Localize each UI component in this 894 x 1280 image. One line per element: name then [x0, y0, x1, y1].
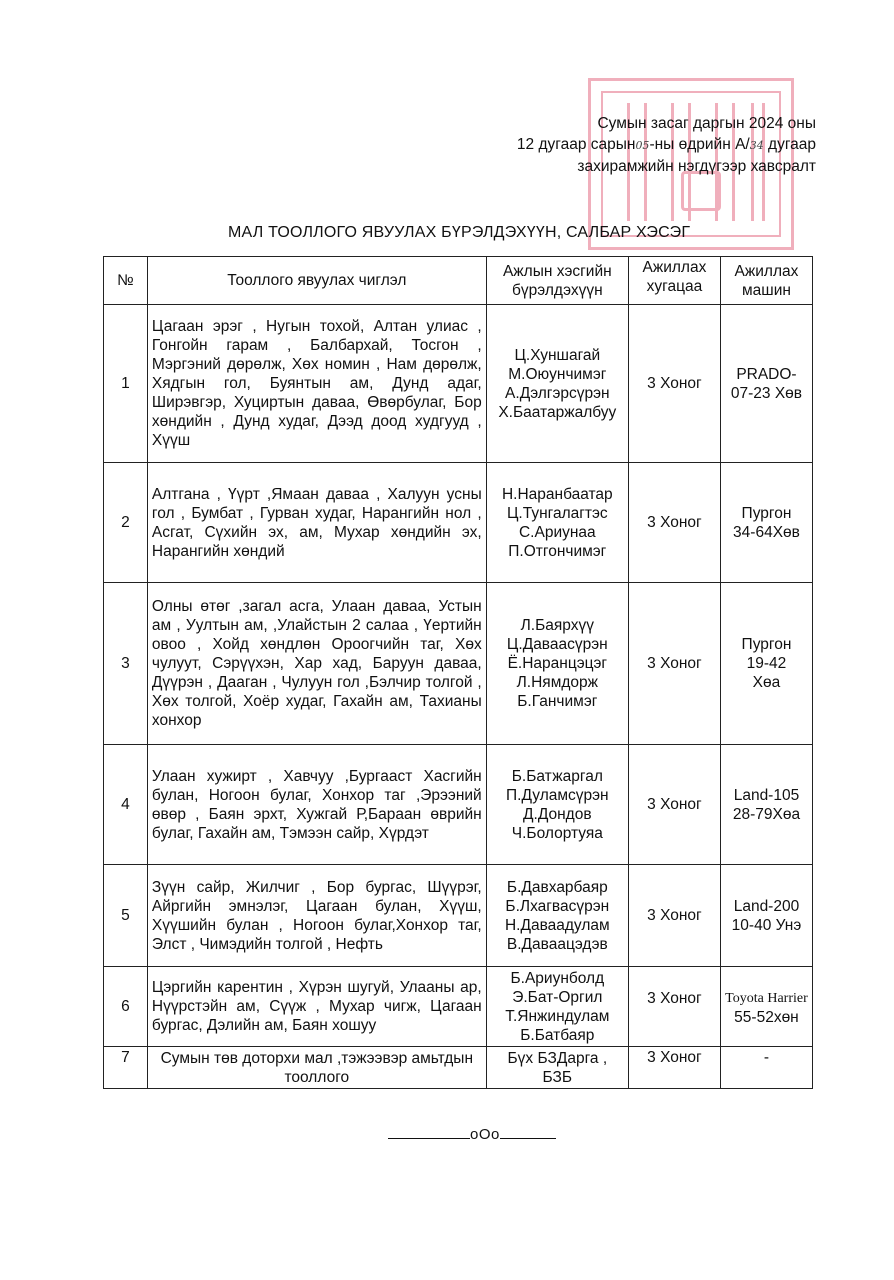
- table-header-row: [104, 257, 813, 305]
- row-number: 7: [104, 1047, 148, 1089]
- row-staff: Ц.Хуншагай М.Оюунчимэг А.Дэлгэрсүрэн Х.Баатаржалбуу: [486, 305, 628, 463]
- row-number: 3: [104, 583, 148, 745]
- row-duration: 3 Хоног: [628, 583, 720, 745]
- row-vehicle: Land-105 28-79Хөа: [720, 745, 812, 865]
- row-vehicle: -: [720, 1047, 812, 1089]
- table-row: [104, 967, 813, 1047]
- row-number: 4: [104, 745, 148, 865]
- row-direction: Олны өтөг ,загал асга, Улаан даваа, Устын ам , Уултын ам, ,Улайстын 2 салаа , Үертийн овоо , Хойд хөндлөн Ороогчийн таг, Хөх чулуут, Сэрүүхэн, Хар хад, Баруун даваа, Дүүрэн , Дааган , Чулуун гол ,Бэлчир толгой , Хөх толгой, Хоёр худаг, Гахайн ам, Тахианы хонхор: [147, 583, 486, 745]
- row-vehicle: Пургон 19-42 Хөа: [720, 583, 812, 745]
- header-number: №: [104, 257, 148, 305]
- row-duration: 3 Хоног: [628, 1047, 720, 1089]
- row-duration: 3 Хоног: [628, 967, 720, 1047]
- table-row: [104, 745, 813, 865]
- row-duration: 3 Хоног: [628, 745, 720, 865]
- row-vehicle: PRADO- 07-23 Хөв: [720, 305, 812, 463]
- row-direction: Цагаан эрэг , Нугын тохой, Алтан улиас , Гонгойн гарам , Балбархай, Тосгон , Мэргэний дөрөлж, Хөх номин , Нам дөрөлж, Хядгын гол, Буянтын ам, Дунд адаг, Ширэвгэр, Хуциртын даваа, Өвөрбулаг, Бор хөндийн , Дунд худаг, Дээд доод худгууд , Хүүш: [147, 305, 486, 463]
- end-of-document-mark: oOo: [388, 1124, 556, 1143]
- header-vehicle: Ажиллах машин: [720, 257, 812, 305]
- row-staff: Б.Давхарбаяр Б.Лхагвасүрэн Н.Даваадулам В.Даваацэдэв: [486, 865, 628, 967]
- row-duration: 3 Хоног: [628, 463, 720, 583]
- census-team-table: [103, 256, 813, 1089]
- header-line-3: захирамжийн нэгдүгээр хавсралт: [577, 158, 816, 175]
- row-vehicle: Пургон 34-64Хөв: [720, 463, 812, 583]
- row-direction: Алтгана , Үүрт ,Ямаан даваа , Халуун усны гол , Бумбат , Гурван худаг, Нарангийн нол , Асгат, Сүхийн эх, ам, Мухар хөндийн эх, Нарангийн хөндий: [147, 463, 486, 583]
- table-row: [104, 1047, 813, 1089]
- row-staff: Л.Баярхүү Ц.Даваасүрэн Ё.Наранцэцэг Л.Нямдорж Б.Ганчимэг: [486, 583, 628, 745]
- row-direction: Сумын төв доторхи мал ,тэжээвэр амьтдын тооллого: [147, 1047, 486, 1089]
- row-duration: 3 Хоног: [628, 865, 720, 967]
- header-line-1: Сумын засаг даргын 2024 оны: [597, 115, 816, 132]
- row-staff: Н.Наранбаатар Ц.Тунгалагтэс С.Ариунаа П.Отгончимэг: [486, 463, 628, 583]
- header-staff: Ажлын хэсгийн бүрэлдэхүүн: [486, 257, 628, 305]
- row-duration: 3 Хоног: [628, 305, 720, 463]
- header-duration: Ажиллах хугацаа: [628, 257, 720, 305]
- row-direction: Зүүн сайр, Жилчиг , Бор бургас, Шүүрэг, Айргийн эмнэлэг, Цагаан булан, Хүүш, Хүүшийн булан , Ногоон булаг,Хонхор таг, Элст , Чимэдийн толгой , Нефть: [147, 865, 486, 967]
- row-direction: Цэргийн карентин , Хүрэн шугуй, Улааны ар, Нүүрстэйн ам, Сүүж , Мухар чигж, Цагаан бургас, Дэлийн ам, Баян хошуу: [147, 967, 486, 1047]
- table-row: [104, 463, 813, 583]
- row-staff: Б.Батжаргал П.Дуламсүрэн Д.Дондов Ч.Болортуяа: [486, 745, 628, 865]
- header-line-2: 12 дугаар сарын05-ны өдрийн А/34 дугаар: [516, 136, 816, 153]
- row-direction: Улаан хужирт , Хавчуу ,Бургааст Хасгийн булан, Ногоон булаг, Хонхор таг ,Эрээний өвөр , Баян эрхт, Хужгай Р,Бараан өврийн булаг, Гахайн ам, Тэмээн сайр, Хүрдэт: [147, 745, 486, 865]
- row-number: 6: [104, 967, 148, 1047]
- row-staff: Б.Ариунболд Э.Бат-Оргил Т.Янжиндулам Б.Батбаяр: [486, 967, 628, 1047]
- row-number: 1: [104, 305, 148, 463]
- row-vehicle: Toyota Harrier 55-52хөн: [720, 967, 812, 1047]
- row-number: 5: [104, 865, 148, 967]
- row-staff: Бүх БЗДарга , БЗБ: [486, 1047, 628, 1089]
- page-title: МАЛ ТООЛЛОГО ЯВУУЛАХ БҮРЭЛДЭХҮҮН, САЛБАР ХЭСЭГ: [228, 224, 691, 241]
- header-direction: Тооллого явуулах чиглэл: [147, 257, 486, 305]
- handwritten-day: 05: [635, 139, 650, 152]
- row-number: 2: [104, 463, 148, 583]
- table-row: [104, 865, 813, 967]
- handwritten-order-number: 34: [749, 139, 764, 152]
- table-row: [104, 305, 813, 463]
- table-row: [104, 583, 813, 745]
- row-vehicle: Land-200 10-40 Унэ: [720, 865, 812, 967]
- document-attachment-note: [396, 113, 816, 177]
